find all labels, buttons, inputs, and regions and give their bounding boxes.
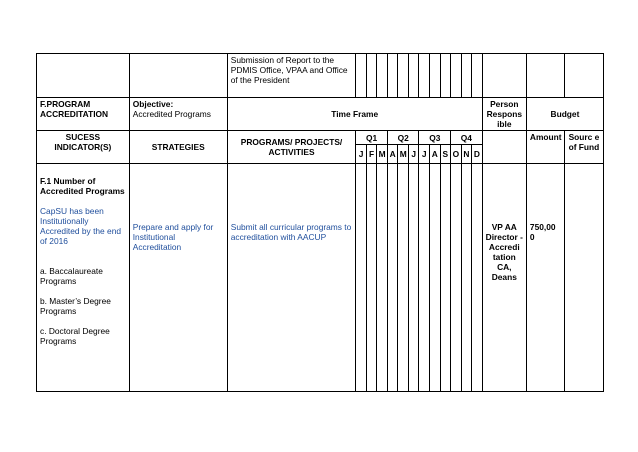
month-feb: F: [366, 145, 377, 164]
strategy-text: Prepare and apply for Institutional Accreditation: [132, 222, 214, 252]
indicator-doctoral: c. Doctoral Degree Programs: [40, 326, 110, 346]
activity-cell: [227, 164, 356, 392]
success-indicator-header: SUCESS INDICATOR(S): [37, 131, 130, 164]
amount-value: 750,00 0: [529, 222, 556, 242]
indicator-masters: b. Master’s Degree Programs: [40, 296, 111, 316]
person-responsible-text: VP AA Director - Accredi tation CA, Deans: [485, 222, 523, 282]
data-row: [37, 164, 604, 392]
month-mar: M: [377, 145, 388, 164]
empty-cell: [482, 131, 526, 164]
month-jul: J: [419, 145, 430, 164]
person-responsible-cell: [482, 164, 526, 392]
report-text: Submission of Report to the PDMIS Office, VPAA and Office of the President: [227, 54, 356, 98]
program-label: F.PROGRAM ACCREDITATION: [37, 98, 130, 131]
programs-header: PROGRAMS/ PROJECTS/ ACTIVITIES: [227, 131, 356, 164]
quarter-q3: Q3: [419, 131, 451, 145]
month-aug: A: [430, 145, 441, 164]
empty-cell: [37, 54, 130, 98]
quarter-q4: Q4: [451, 131, 483, 145]
indicator-description: CapSU has been Institutionally Accredited by the end of 2016: [40, 206, 122, 246]
month-dec: D: [472, 145, 483, 164]
month-nov: N: [461, 145, 472, 164]
objective-value: Accredited Programs: [132, 109, 211, 119]
quarter-row: [37, 131, 604, 145]
operational-plan-table: [36, 53, 604, 392]
quarter-q2: Q2: [387, 131, 419, 145]
indicator-baccalaureate: a. Baccalaureate Programs: [40, 266, 103, 286]
activity-text: Submit all curricular programs to accreditation with AACUP: [230, 222, 352, 242]
objective-cell: [129, 98, 227, 131]
indicator-title: F.1 Number of Accredited Programs: [40, 176, 125, 196]
source-of-fund-cell: [564, 164, 603, 392]
objective-label: Objective:: [132, 99, 174, 109]
month-apr: A: [387, 145, 398, 164]
source-of-fund-header: Sourc e of Fund: [564, 131, 603, 164]
month-oct: O: [451, 145, 462, 164]
empty-cell: [129, 54, 227, 98]
strategy-cell: [129, 164, 227, 392]
report-row: [37, 54, 604, 98]
month-jan: J: [356, 145, 367, 164]
amount-header: Amount: [526, 131, 564, 164]
indicator-cell: [37, 164, 130, 392]
person-responsible-header: Person Respons ible: [482, 98, 526, 131]
month-may: M: [398, 145, 409, 164]
month-jun: J: [408, 145, 419, 164]
budget-header: Budget: [526, 98, 603, 131]
program-header-row: [37, 98, 604, 131]
month-sep: S: [440, 145, 451, 164]
strategies-header: STRATEGIES: [129, 131, 227, 164]
amount-cell: [526, 164, 564, 392]
time-frame-header: Time Frame: [227, 98, 482, 131]
quarter-q1: Q1: [356, 131, 388, 145]
